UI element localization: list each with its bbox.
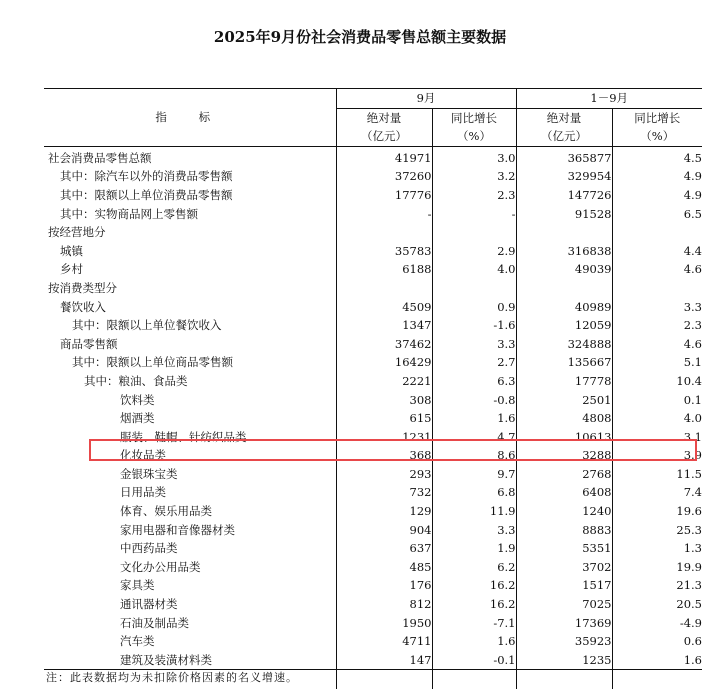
indicator-header: 指 标 — [44, 89, 336, 147]
table-row — [44, 223, 702, 242]
ytd-growth-unit: （%） — [640, 129, 675, 144]
month-abs-value: 904 — [336, 521, 432, 540]
month-abs-value: 6188 — [336, 260, 432, 279]
table-row — [44, 279, 702, 298]
ytd-abs-value: 35923 — [516, 632, 612, 651]
row-label: 其中：除汽车以外的消费品零售额 — [60, 169, 233, 184]
row-label: 其中：粮油、食品类 — [84, 373, 188, 388]
row-label: 烟酒类 — [120, 411, 155, 426]
month-growth-value: 8.6 — [432, 446, 516, 465]
month-growth-value: 4.7 — [432, 428, 516, 447]
ytd-abs-value: 2768 — [516, 465, 612, 484]
month-abs-label: 绝对量 — [366, 110, 402, 125]
table-body — [44, 146, 702, 670]
ytd-growth-value: 4.9 — [612, 167, 702, 186]
ytd-growth-value: 25.3 — [612, 521, 702, 540]
row-label: 石油及制品类 — [120, 615, 189, 630]
ytd-growth-value: 3.1 — [612, 428, 702, 447]
table-row — [44, 146, 702, 167]
ytd-abs-value: 316838 — [516, 242, 612, 261]
table-row — [44, 260, 702, 279]
month-growth-value: 2.9 — [432, 242, 516, 261]
ytd-abs-value: 8883 — [516, 521, 612, 540]
month-growth-value: 1.9 — [432, 539, 516, 558]
table-row — [44, 428, 702, 447]
ytd-abs-value: 10613 — [516, 428, 612, 447]
month-growth-value: 3.3 — [432, 335, 516, 354]
ytd-growth-value: 3.3 — [612, 298, 702, 317]
row-label: 通讯器材类 — [120, 597, 178, 612]
month-abs-value: 176 — [336, 576, 432, 595]
month-abs-value: 1231 — [336, 428, 432, 447]
month-abs-value: 147 — [336, 651, 432, 670]
ytd-growth-value: 4.6 — [612, 335, 702, 354]
ytd-abs-value: 7025 — [516, 595, 612, 614]
row-label: 其中：限额以上单位餐饮收入 — [72, 318, 222, 333]
table-row — [44, 502, 702, 521]
month-abs-value: 812 — [336, 595, 432, 614]
ytd-abs-value: 329954 — [516, 167, 612, 186]
month-abs-value: 293 — [336, 465, 432, 484]
table-row — [44, 632, 702, 651]
ytd-abs-value: 49039 — [516, 260, 612, 279]
ytd-abs-value: 324888 — [516, 335, 612, 354]
month-growth-value: 3.3 — [432, 521, 516, 540]
ytd-growth-label: 同比增长 — [634, 110, 681, 125]
table-row — [44, 186, 702, 205]
ytd-abs-value — [516, 223, 612, 242]
month-growth-label: 同比增长 — [451, 110, 497, 125]
table-row — [44, 446, 702, 465]
table-header — [44, 89, 702, 147]
ytd-growth-header — [612, 108, 702, 146]
ytd-abs-value: 6408 — [516, 483, 612, 502]
month-abs-value: 4509 — [336, 298, 432, 317]
ytd-abs-value: 147726 — [516, 186, 612, 205]
month-group-header: 9月 — [336, 89, 516, 109]
month-growth-value: 6.3 — [432, 372, 516, 391]
month-growth-value: - — [432, 205, 516, 224]
row-label: 按经营地分 — [48, 225, 106, 240]
ytd-abs-value: 40989 — [516, 298, 612, 317]
ytd-abs-value: 1235 — [516, 651, 612, 670]
table-row — [44, 651, 702, 670]
ytd-growth-value: 20.5 — [612, 595, 702, 614]
month-growth-value: -0.8 — [432, 391, 516, 410]
ytd-abs-value: 17369 — [516, 614, 612, 633]
ytd-abs-value: 3702 — [516, 558, 612, 577]
row-label: 其中：限额以上单位消费品零售额 — [60, 187, 233, 202]
month-growth-value: 4.0 — [432, 260, 516, 279]
table-row — [44, 465, 702, 484]
ytd-abs-value: 5351 — [516, 539, 612, 558]
month-growth-value — [432, 279, 516, 298]
month-abs-value: 37260 — [336, 167, 432, 186]
retail-data-table — [44, 88, 702, 689]
month-growth-value: 0.9 — [432, 298, 516, 317]
table-row — [44, 372, 702, 391]
row-label: 文化办公用品类 — [120, 559, 201, 574]
month-growth-value: 6.8 — [432, 483, 516, 502]
month-abs-value: 615 — [336, 409, 432, 428]
ytd-group-header: 1－9月 — [516, 89, 702, 109]
table-row — [44, 614, 702, 633]
month-growth-value: -0.1 — [432, 651, 516, 670]
ytd-abs-value: 2501 — [516, 391, 612, 410]
row-label: 社会消费品零售总额 — [48, 150, 152, 165]
row-label: 按消费类型分 — [48, 280, 117, 295]
ytd-growth-value: 3.9 — [612, 446, 702, 465]
month-growth-value: -7.1 — [432, 614, 516, 633]
ytd-growth-value: 21.3 — [612, 576, 702, 595]
row-label: 汽车类 — [120, 634, 155, 649]
month-growth-value: 3.2 — [432, 167, 516, 186]
ytd-growth-value: 7.4 — [612, 483, 702, 502]
row-label: 体育、娱乐用品类 — [120, 504, 212, 519]
month-growth-value: 16.2 — [432, 595, 516, 614]
month-abs-value: 1347 — [336, 316, 432, 335]
table-row — [44, 576, 702, 595]
month-growth-value: 2.3 — [432, 186, 516, 205]
month-abs-value: 4711 — [336, 632, 432, 651]
month-growth-value: 16.2 — [432, 576, 516, 595]
ytd-growth-value: 4.4 — [612, 242, 702, 261]
row-label: 餐饮收入 — [60, 299, 106, 314]
ytd-growth-value: 5.1 — [612, 353, 702, 372]
month-growth-value: 1.6 — [432, 632, 516, 651]
month-abs-value: - — [336, 205, 432, 224]
row-label: 中西药品类 — [120, 541, 178, 556]
month-abs-value: 37462 — [336, 335, 432, 354]
ytd-abs-unit: （亿元） — [541, 129, 587, 144]
ytd-abs-header — [516, 108, 612, 146]
ytd-abs-value: 4808 — [516, 409, 612, 428]
month-growth-value: 9.7 — [432, 465, 516, 484]
table-row — [44, 595, 702, 614]
ytd-growth-value: 19.6 — [612, 502, 702, 521]
month-growth-value: 3.0 — [432, 146, 516, 167]
table-row — [44, 298, 702, 317]
month-abs-header — [336, 108, 432, 146]
table-row — [44, 316, 702, 335]
month-abs-value: 485 — [336, 558, 432, 577]
ytd-abs-value — [516, 279, 612, 298]
ytd-abs-value: 1240 — [516, 502, 612, 521]
ytd-growth-value: 4.9 — [612, 186, 702, 205]
ytd-abs-value: 91528 — [516, 205, 612, 224]
table-row — [44, 242, 702, 261]
month-abs-value: 129 — [336, 502, 432, 521]
month-abs-value: 16429 — [336, 353, 432, 372]
month-growth-value: -1.6 — [432, 316, 516, 335]
ytd-growth-value: 1.3 — [612, 539, 702, 558]
month-growth-value: 1.6 — [432, 409, 516, 428]
month-abs-value: 368 — [336, 446, 432, 465]
ytd-growth-value: 2.3 — [612, 316, 702, 335]
month-abs-value: 1950 — [336, 614, 432, 633]
table-row — [44, 205, 702, 224]
table-row — [44, 558, 702, 577]
footnote: 注：此表数据均为未扣除价格因素的名义增速。 — [46, 671, 298, 684]
month-abs-value: 41971 — [336, 146, 432, 167]
table-row — [44, 483, 702, 502]
month-abs-value — [336, 223, 432, 242]
ytd-growth-value: 0.6 — [612, 632, 702, 651]
ytd-abs-value: 1517 — [516, 576, 612, 595]
ytd-growth-value: -4.9 — [612, 614, 702, 633]
row-label: 乡村 — [60, 262, 83, 277]
ytd-growth-value: 6.5 — [612, 205, 702, 224]
row-label: 其中：限额以上单位商品零售额 — [72, 355, 233, 370]
ytd-growth-value: 10.4 — [612, 372, 702, 391]
ytd-abs-label: 绝对量 — [546, 110, 582, 125]
table-row — [44, 353, 702, 372]
month-abs-value: 2221 — [336, 372, 432, 391]
month-abs-value: 637 — [336, 539, 432, 558]
row-label: 金银珠宝类 — [120, 466, 178, 481]
row-label: 家具类 — [120, 578, 155, 593]
ytd-growth-value: 19.9 — [612, 558, 702, 577]
row-label: 商品零售额 — [60, 336, 118, 351]
ytd-growth-value: 0.1 — [612, 391, 702, 410]
month-abs-value: 35783 — [336, 242, 432, 261]
month-growth-header — [432, 108, 516, 146]
table-row — [44, 167, 702, 186]
row-label: 饮料类 — [120, 392, 155, 407]
table-row — [44, 539, 702, 558]
ytd-abs-value: 3288 — [516, 446, 612, 465]
ytd-growth-value: 4.5 — [612, 146, 702, 167]
page-title: 2025年9月份社会消费品零售总额主要数据 — [213, 28, 507, 46]
row-label: 服装、鞋帽、针纺织品类 — [120, 429, 247, 444]
table-row — [44, 521, 702, 540]
month-abs-value: 308 — [336, 391, 432, 410]
ytd-growth-value — [612, 279, 702, 298]
ytd-abs-value: 17778 — [516, 372, 612, 391]
table-row — [44, 335, 702, 354]
ytd-abs-value: 135667 — [516, 353, 612, 372]
ytd-growth-value — [612, 223, 702, 242]
ytd-abs-value: 365877 — [516, 146, 612, 167]
month-abs-unit: （亿元） — [361, 129, 407, 144]
month-abs-value — [336, 279, 432, 298]
table-row — [44, 409, 702, 428]
row-label: 城镇 — [60, 243, 83, 258]
month-growth-unit: （%） — [457, 129, 491, 144]
ytd-growth-value: 4.6 — [612, 260, 702, 279]
month-abs-value: 732 — [336, 483, 432, 502]
row-label: 家用电器和音像器材类 — [120, 522, 235, 537]
month-growth-value: 2.7 — [432, 353, 516, 372]
row-label: 化妆品类 — [120, 448, 166, 463]
month-growth-value — [432, 223, 516, 242]
ytd-growth-value: 1.6 — [612, 651, 702, 670]
ytd-growth-value: 4.0 — [612, 409, 702, 428]
ytd-abs-value: 12059 — [516, 316, 612, 335]
row-label: 建筑及装潢材料类 — [120, 652, 212, 667]
month-growth-value: 6.2 — [432, 558, 516, 577]
row-label: 日用品类 — [120, 485, 166, 500]
month-abs-value: 17776 — [336, 186, 432, 205]
table-row — [44, 391, 702, 410]
month-growth-value: 11.9 — [432, 502, 516, 521]
ytd-growth-value: 11.5 — [612, 465, 702, 484]
row-label: 其中：实物商品网上零售额 — [60, 206, 198, 221]
